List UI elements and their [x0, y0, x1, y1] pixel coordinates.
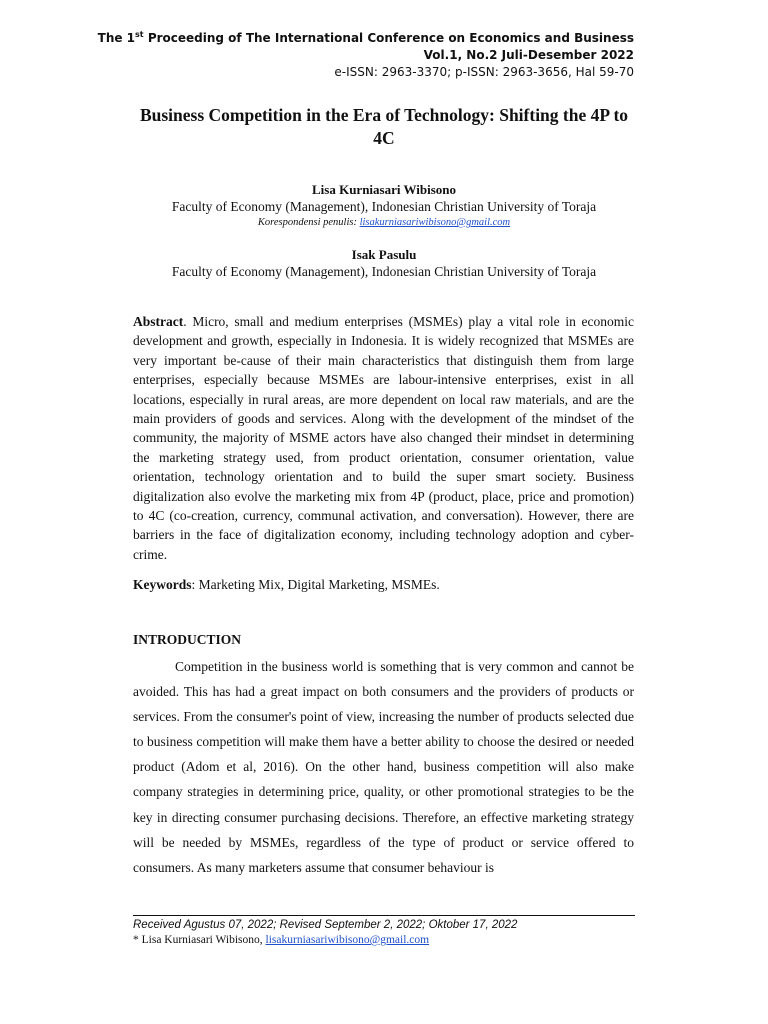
conference-suffix: Proceeding of The International Conference on Economics and Business — [143, 31, 634, 45]
section-heading-introduction: INTRODUCTION — [133, 632, 242, 647]
author-block-1 — [130, 181, 638, 230]
footer-divider — [133, 915, 635, 916]
author-name: Isak Pasulu — [351, 247, 417, 262]
correspondence-label: Korespondensi penulis: — [257, 217, 360, 228]
keywords-label: Keywords — [133, 577, 192, 592]
introduction-paragraph: Competition in the business world is something that is very common and cannot be avoided. This has had a great impact on both consumers and the providers of products or services. From the consumer's point of view, increasing the number of products selected due to business competition will make them have a better ability to choose the desired or needed product (Adom et al, 2016). On the other hand, business competition will also make company strategies in determining price, quality, or other promotional strategies to be the key in directing consumer purchasing decisions. Therefore, an effective marketing strategy will be needed by MSMEs, regardless of the type of product or service offered to consumers. As many marketers assume that consumer behaviour is — [133, 659, 634, 875]
conference-ordinal: st — [135, 30, 144, 39]
conference-prefix: The 1 — [97, 31, 136, 45]
paper-title: Business Competition in the Era of Technology: Shifting the 4P to 4C — [139, 105, 629, 148]
author-affiliation: Faculty of Economy (Management), Indonesian Christian University of Toraja — [171, 199, 597, 214]
footer-author-note — [133, 933, 429, 948]
keywords — [133, 575, 634, 594]
correspondence-line — [130, 216, 638, 230]
author-block-2 — [130, 246, 638, 281]
abstract-text: . Micro, small and medium enterprises (MSMEs) play a vital role in economic development and growth, especially in Indonesia. It is widely recognized that MSMEs are very important be-cause of their main characteristics that distinguish them from large enterprises, especially because MSMEs are labour-intensive enterprises, exist in all locations, especially in rural areas, are more dependent on local raw materials, and are the main providers of goods and services. Along with the development of the mindset of the community, the majority of MSME actors have also changed their mindset in determining the marketing strategy used, from product orientation, consumer orientation, value orientation, technology orientation and to build the super smart society. Business digitalization also evolve the marketing mix from 4P (product, place, price and promotion) to 4C (co-creation, currency, communal activation, and conversation). However, there are barriers in the face of digitalization economy, including technology adoption and cyber-crime. — [133, 314, 634, 562]
running-head-conference — [98, 30, 634, 47]
running-head-volume: Vol.1, No.2 Juli-Desember 2022 — [423, 48, 634, 62]
running-head — [98, 30, 634, 81]
footer-received-dates: Received Agustus 07, 2022; Revised September 2, 2022; Oktober 17, 2022 — [133, 919, 518, 931]
footer-author-name: * Lisa Kurniasari Wibisono, — [133, 934, 266, 946]
author-affiliation: Faculty of Economy (Management), Indonesian Christian University of Toraja — [171, 264, 597, 279]
abstract-label: Abstract — [133, 314, 184, 329]
keywords-text: : Marketing Mix, Digital Marketing, MSMEs. — [191, 577, 440, 592]
footer-email-link[interactable]: lisakurniasariwibisono@gmail.com — [265, 934, 430, 946]
correspondence-email-link[interactable]: lisakurniasariwibisono@gmail.com — [359, 217, 511, 228]
abstract — [133, 312, 634, 564]
author-name: Lisa Kurniasari Wibisono — [311, 182, 456, 197]
running-head-issn: e-ISSN: 2963-3370; p-ISSN: 2963-3656, Hal 59-70 — [334, 65, 634, 79]
